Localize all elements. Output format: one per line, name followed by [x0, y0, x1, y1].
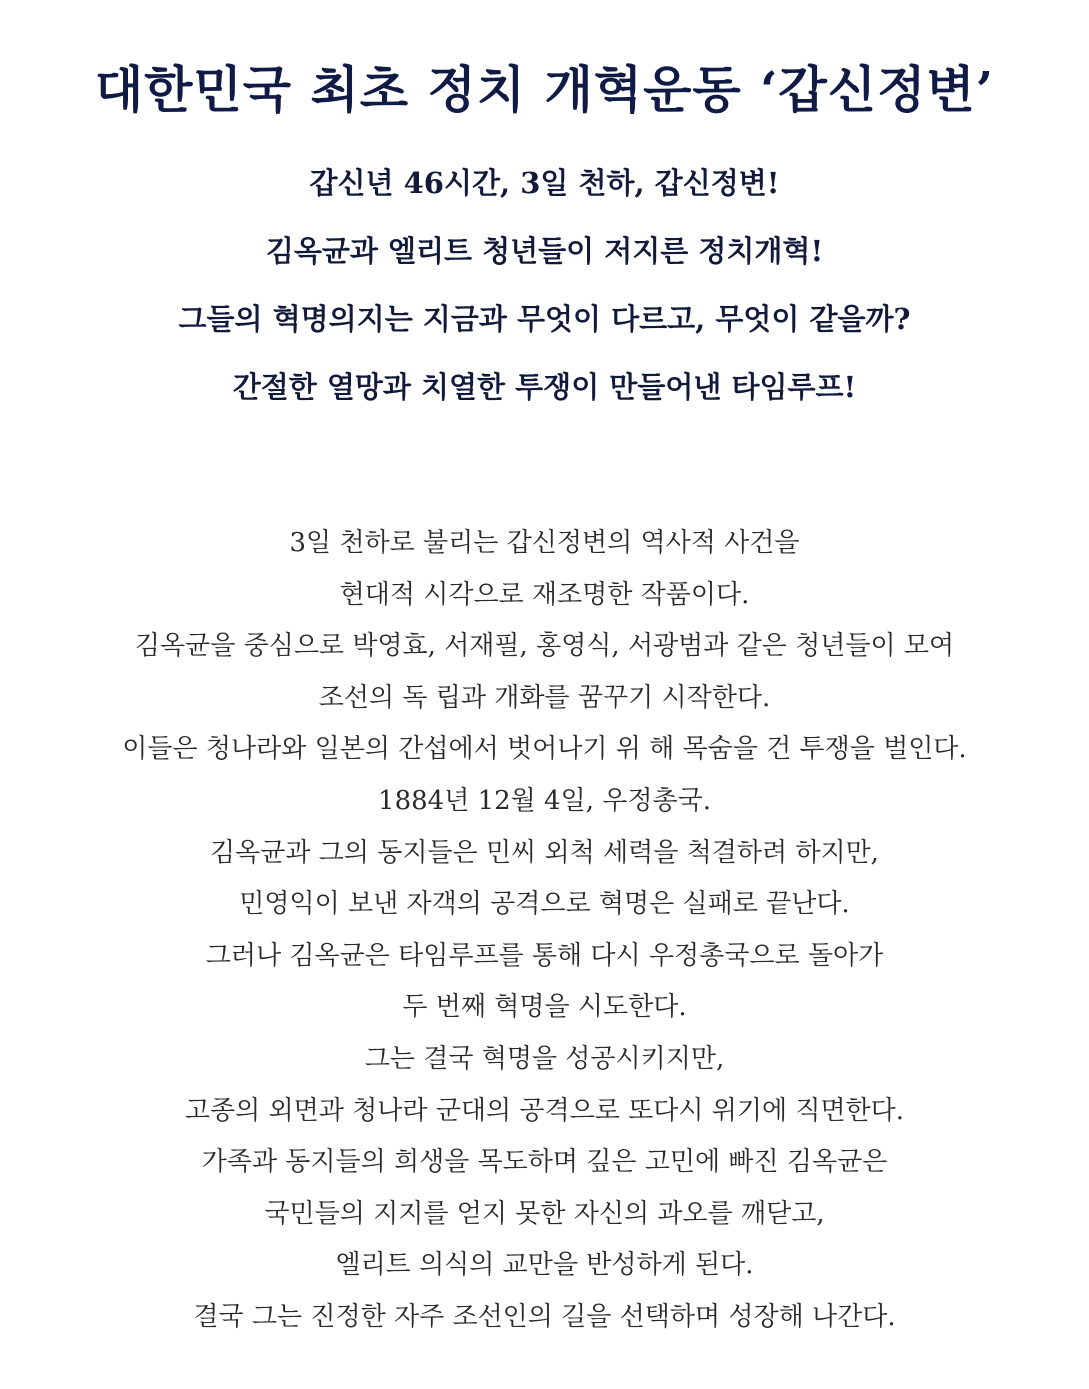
synopsis-line: 가족과 동지들의 희생을 목도하며 깊은 고민에 빠진 김옥균은	[201, 1147, 888, 1178]
tagline: 그들의 혁명의지는 지금과 무엇이 다르고, 무엇이 같을까?	[178, 302, 911, 336]
synopsis-line: 3일 천하로 불리는 갑신정변의 역사적 사건을	[289, 528, 800, 558]
synopsis-line: 조선의 독 립과 개화를 꿈꾸기 시작한다.	[318, 682, 771, 713]
tagline: 갑신년 46시간, 3일 천하, 갑신정변!	[309, 166, 780, 200]
synopsis-line: 엘리트 의식의 교만을 반성하게 된다.	[335, 1250, 754, 1281]
synopsis-line: 그러나 김옥균은 타임루프를 통해 다시 우정총국으로 돌아가	[205, 940, 884, 971]
synopsis-line: 국민들의 지지를 얻지 못한 자신의 과오를 깨닫고,	[264, 1198, 825, 1229]
synopsis-line: 결국 그는 진정한 자주 조선인의 길을 선택하며 성장해 나간다.	[193, 1301, 896, 1332]
synopsis-line: 김옥균을 중심으로 박영효, 서재필, 홍영식, 서광범과 같은 청년들이 모여	[134, 631, 955, 662]
synopsis-line: 그는 결국 혁명을 성공시키지만,	[364, 1043, 725, 1074]
synopsis-line: 김옥균과 그의 동지들은 민씨 외척 세력을 척결하려 하지만,	[210, 837, 879, 868]
tagline: 간절한 열망과 치열한 투쟁이 만들어낸 타임루프!	[232, 370, 857, 404]
synopsis-line: 1884년 12월 4일, 우정총국.	[378, 785, 711, 816]
synopsis-line: 이들은 청나라와 일본의 간섭에서 벗어나기 위 해 목숨을 건 투쟁을 벌인다.	[122, 734, 967, 765]
synopsis-line: 현대적 시각으로 재조명한 작품이다.	[339, 579, 750, 610]
synopsis-line: 민영익이 보낸 자객의 공격으로 혁명은 실패로 끝난다.	[239, 889, 850, 920]
synopsis-line: 두 번째 혁명을 시도한다.	[402, 992, 687, 1023]
synopsis-body	[0, 518, 1089, 1344]
synopsis-line: 고종의 외면과 청나라 군대의 공격으로 또다시 위기에 직면한다.	[184, 1095, 905, 1126]
tagline: 김옥균과 엘리트 청년들이 저지른 정치개혁!	[265, 234, 824, 268]
page-title: 대한민국 최초 정치 개혁운동 ‘갑신정변’	[94, 60, 995, 119]
tagline-list	[0, 166, 1089, 438]
